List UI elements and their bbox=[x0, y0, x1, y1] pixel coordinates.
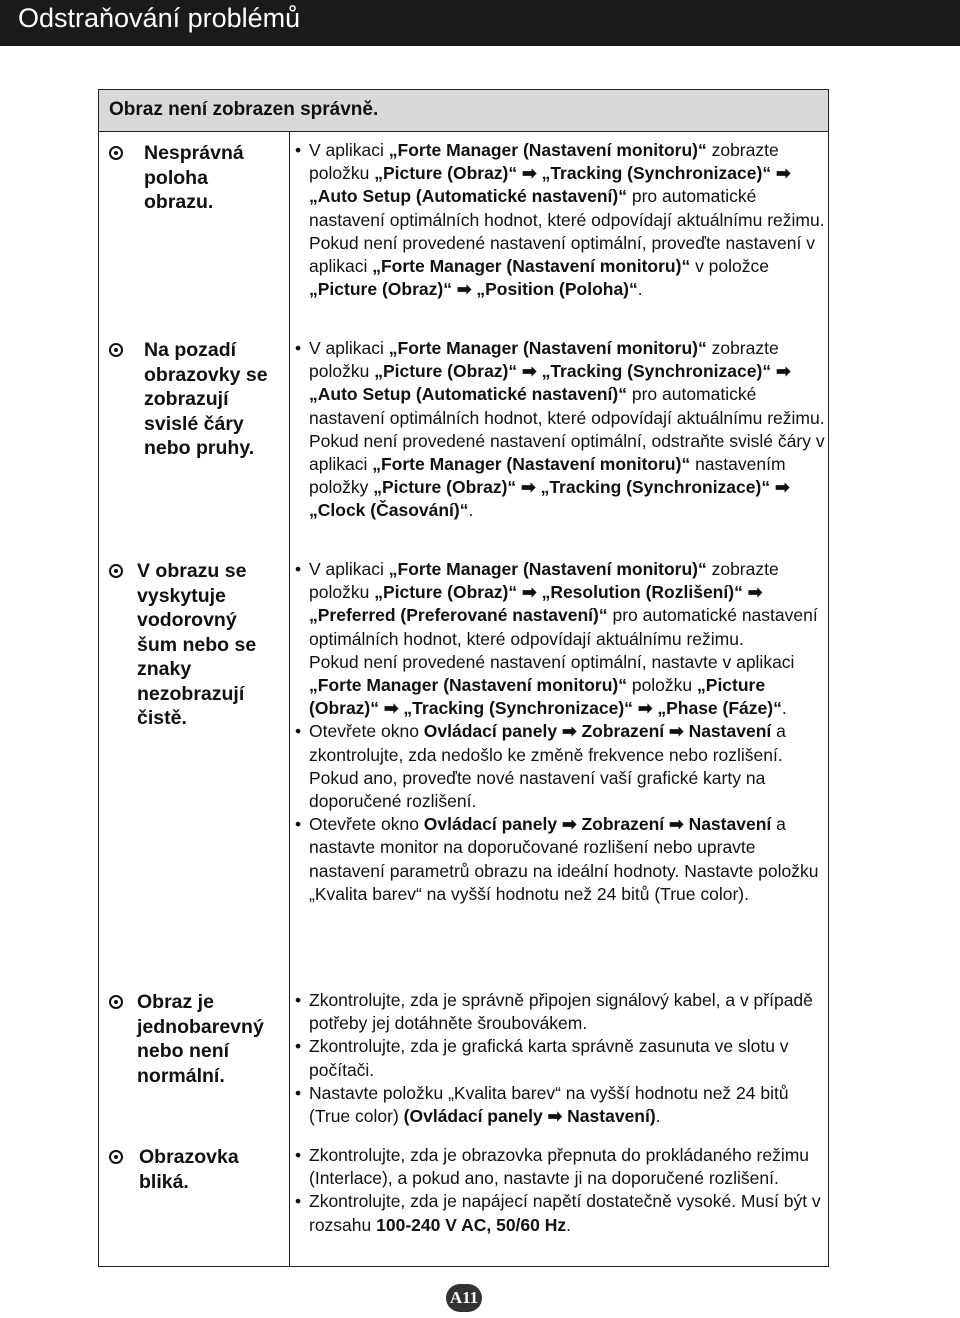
page-title: Odstraňování problémů bbox=[18, 3, 301, 33]
problem-label: V obrazu se vyskytuje vodorovný šum nebo se znaky nezobrazují čistě. bbox=[137, 560, 257, 729]
solutions-1 bbox=[295, 139, 827, 301]
arrow-icon: ➡ bbox=[669, 814, 684, 835]
section-title: Obraz není zobrazen správně. bbox=[109, 99, 379, 120]
target-bullet-icon bbox=[109, 146, 123, 160]
arrow-icon: ➡ bbox=[456, 279, 472, 300]
problem-label: Nesprávná poloha obrazu. bbox=[144, 142, 244, 213]
solution-item: Pokud není provedené nastavení optimální, nastavte v aplikaci „Forte Manager (Nastavení monitoru)“ položku „Picture (Obraz)“ ➡ „Tracking (Synchronizace)“ ➡ „Phase (Fáze)“. bbox=[309, 651, 795, 719]
solution-item: • V aplikaci „Forte Manager (Nastavení monitoru)“ zobrazte položku „Picture (Obraz)“ ➡ „Tracking (Synchronizace)“ ➡ „Auto Setup (Automatické nastavení)“ pro automatické nastavení optimálních hodnot, které odpovídají aktuálnímu režimu. bbox=[295, 338, 825, 428]
solution-item: • Nastavte položku „Kvalita barev“ na vyšší hodnotu než 24 bitů (True color) (Ovládací panely ➡ Nastavení). bbox=[295, 1082, 789, 1127]
table-header bbox=[99, 90, 828, 132]
arrow-icon: ➡ bbox=[522, 163, 537, 184]
solution-item: • V aplikaci „Forte Manager (Nastavení monitoru)“ zobrazte položku „Picture (Obraz)“ ➡ „Tracking (Synchronizace)“ ➡ „Auto Setup (Automatické nastavení)“ pro automatické nastavení optimálních hodnot, které odpovídají aktuálnímu režimu. bbox=[295, 140, 825, 230]
solution-item: • V aplikaci „Forte Manager (Nastavení monitoru)“ zobrazte položku „Picture (Obraz)“ ➡ „Resolution (Rozlišení)“ ➡ „Preferred (Preferované nastavení)“ pro automatické nastavení optimálních hodnot, které odpovídají aktuálnímu režimu. bbox=[295, 559, 818, 649]
solutions-2 bbox=[295, 337, 827, 523]
arrow-icon: ➡ bbox=[775, 361, 791, 382]
arrow-icon: ➡ bbox=[522, 361, 537, 382]
target-bullet-icon bbox=[109, 343, 123, 357]
arrow-icon: ➡ bbox=[561, 814, 577, 835]
arrow-icon: ➡ bbox=[669, 721, 684, 742]
troubleshooting-table bbox=[98, 89, 829, 1267]
arrow-icon: ➡ bbox=[383, 698, 399, 719]
arrow-icon: ➡ bbox=[522, 582, 537, 603]
problem-label: Obraz je jednobarevný nebo není normální. bbox=[137, 991, 264, 1087]
target-bullet-icon bbox=[109, 564, 123, 578]
solutions-3 bbox=[295, 558, 827, 906]
arrow-icon: ➡ bbox=[521, 477, 536, 498]
arrow-icon: ➡ bbox=[774, 477, 790, 498]
solution-item: • Otevřete okno Ovládací panely ➡ Zobrazení ➡ Nastavení a nastavte monitor na doporučované rozlišení nebo upravte nastavení parametrů obrazu na ideální hodnoty. Nastavte položku „Kvalita barev“ na vyšší hodnotu než 24 bitů (True color). bbox=[295, 814, 819, 904]
header-bar bbox=[0, 0, 960, 46]
problem-label: Obrazovka bliká. bbox=[139, 1146, 239, 1193]
arrow-icon: ➡ bbox=[637, 698, 653, 719]
page-number-badge: A11 bbox=[446, 1284, 482, 1312]
solutions-5 bbox=[295, 1144, 827, 1237]
arrow-icon: ➡ bbox=[747, 582, 763, 603]
target-bullet-icon bbox=[109, 995, 123, 1009]
arrow-icon: ➡ bbox=[561, 721, 577, 742]
solution-item: • Zkontrolujte, zda je napájecí napětí dostatečně vysoké. Musí být v rozsahu 100-240 V AC, 50/60 Hz. bbox=[295, 1191, 821, 1235]
solution-item: • Otevřete okno Ovládací panely ➡ Zobrazení ➡ Nastavení a zkontrolujte, zda nedošlo ke změně frekvence nebo rozlišení. Pokud ano, proveďte nové nastavení vaší grafické karty na doporučené rozlišení. bbox=[295, 721, 786, 812]
solution-item: Pokud není provedené nastavení optimální, odstraňte svislé čáry v aplikaci „Forte Manager (Nastavení monitoru)“ nastavením položky „Picture (Obraz)“ ➡ „Tracking (Synchronizace)“ ➡ „Clock (Časování)“. bbox=[309, 430, 825, 521]
problem-label: Na pozadí obrazovky se zobrazují svislé čáry nebo pruhy. bbox=[144, 339, 268, 459]
target-bullet-icon bbox=[109, 1150, 123, 1164]
solution-item: • Zkontrolujte, zda je správně připojen signálový kabel, a v případě potřeby jej dotáhněte šroubovákem. bbox=[295, 990, 813, 1034]
solution-item: • Zkontrolujte, zda je grafická karta správně zasunuta ve slotu v počítači. bbox=[295, 1036, 789, 1080]
arrow-icon: ➡ bbox=[775, 163, 791, 184]
solution-item: • Zkontrolujte, zda je obrazovka přepnuta do prokládaného režimu (Interlace), a pokud ano, nastavte ji na doporučené rozlišení. bbox=[295, 1145, 810, 1189]
solutions-4 bbox=[295, 989, 827, 1128]
column-divider bbox=[289, 132, 290, 1266]
solution-item: Pokud není provedené nastavení optimální, proveďte nastavení v aplikaci „Forte Manager (Nastavení monitoru)“ v položce „Picture (Obraz)“ ➡ „Position (Poloha)“. bbox=[309, 232, 815, 300]
arrow-icon: ➡ bbox=[547, 1106, 563, 1127]
